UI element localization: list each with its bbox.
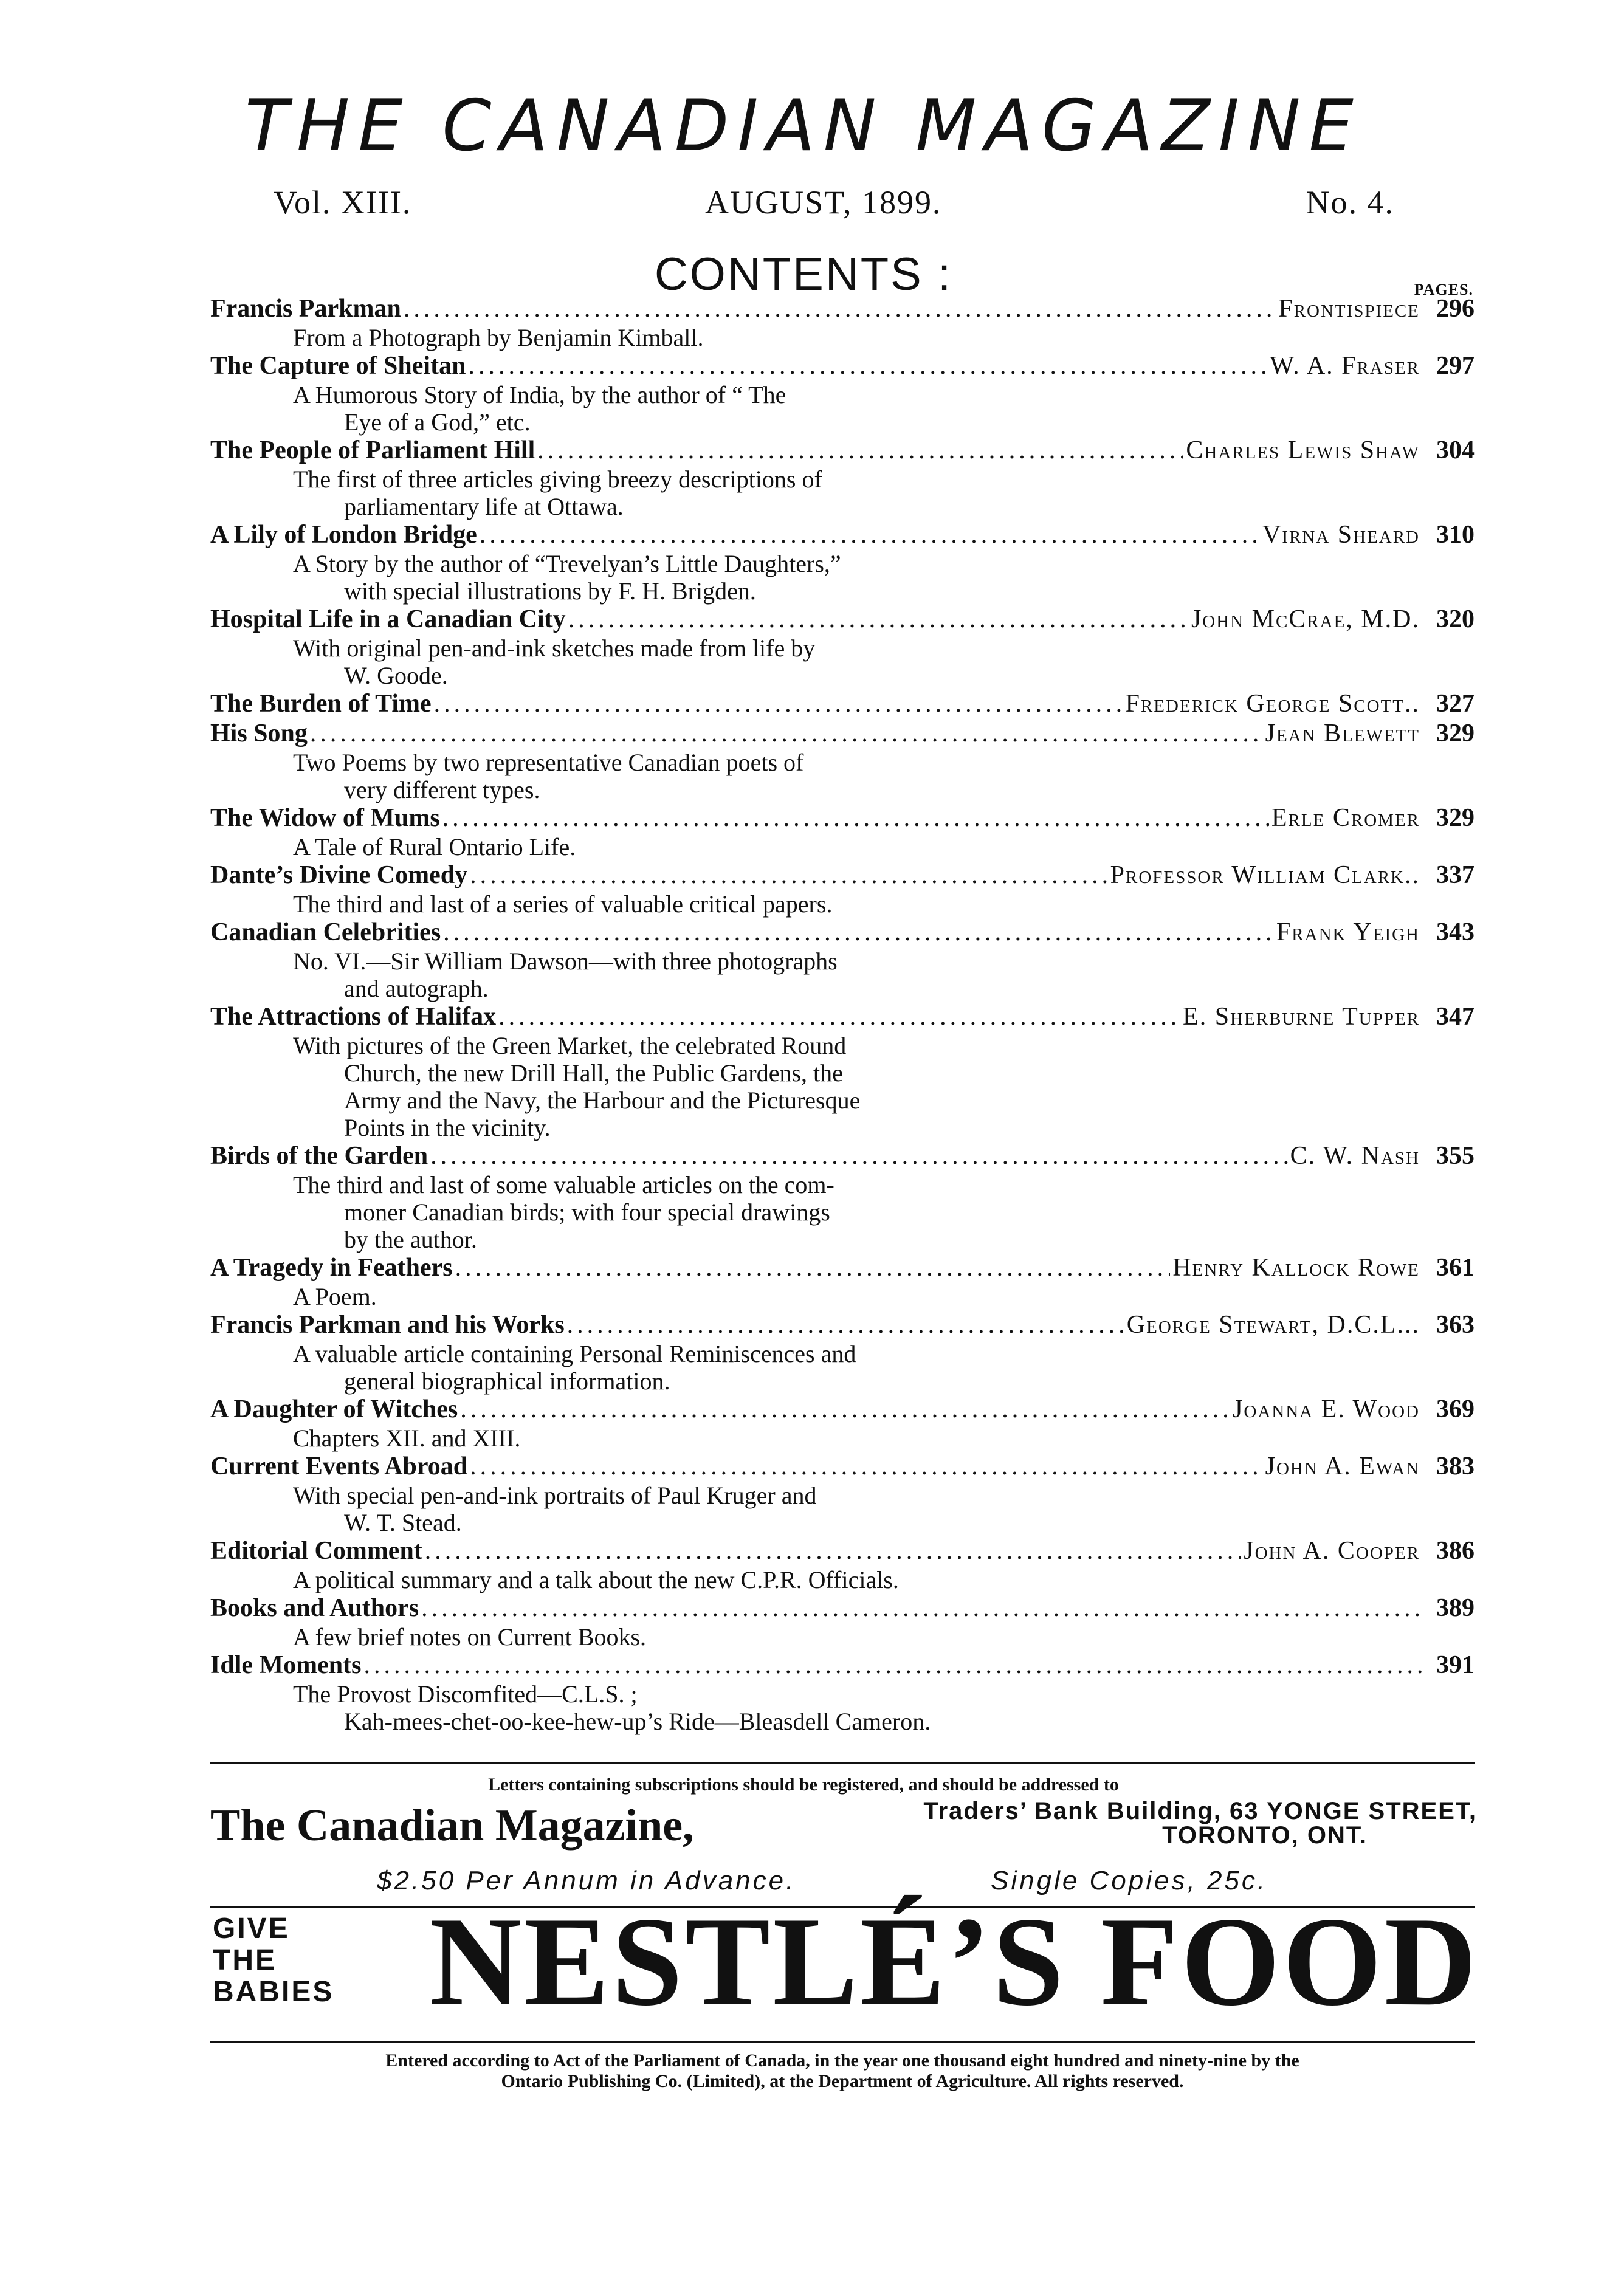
article-author: Erle Cromer	[1271, 804, 1420, 832]
issue-number: No. 4.	[1306, 184, 1394, 221]
toc-entry-line	[210, 605, 1475, 634]
description-line: parliamentary life at Ottawa.	[344, 493, 624, 520]
article-title: Idle Moments	[210, 1651, 362, 1679]
copyright-line-1: Entered according to Act of the Parliament of Canada, in the year one thousand eight hundred and ninety-nine by the	[385, 2050, 1299, 2071]
page-number: 329	[1436, 720, 1475, 748]
dot-leader	[421, 1593, 1425, 1623]
article-description	[210, 1680, 1223, 1735]
dot-leader	[434, 689, 1123, 719]
toc-entry-line	[210, 1395, 1475, 1425]
article-description	[210, 634, 1223, 689]
toc-entry	[210, 1141, 1475, 1253]
dot-leader	[363, 1651, 1425, 1680]
single-copy-price: Single Copies, 25c.	[991, 1866, 1268, 1896]
toc-entry-line	[210, 1310, 1475, 1340]
address-line-2: TORONTO, ONT.	[1162, 1822, 1368, 1849]
description-line: A Poem.	[293, 1283, 377, 1310]
article-title: Dante’s Divine Comedy	[210, 861, 468, 889]
description-line: No. VI.—Sir William Dawson—with three photographs	[293, 947, 838, 975]
article-title: His Song	[210, 720, 308, 748]
article-author: Professor William Clark..	[1110, 861, 1420, 889]
pages-column-label: PAGES.	[1414, 281, 1473, 298]
toc-entry-line	[210, 1593, 1475, 1623]
description-line: A political summary and a talk about the new C.P.R. Officials.	[293, 1566, 899, 1593]
toc-entry-line	[210, 1002, 1475, 1032]
article-author: E. Sherburne Tupper	[1183, 1003, 1420, 1031]
toc-entry-line	[210, 1452, 1475, 1482]
article-description	[210, 833, 1223, 861]
page-number: 304	[1436, 436, 1475, 464]
article-author: Henry Kallock Rowe	[1172, 1254, 1420, 1282]
page-number: 310	[1436, 521, 1475, 549]
dot-leader	[468, 351, 1267, 381]
dot-leader	[537, 436, 1183, 466]
page-number: 320	[1436, 605, 1475, 633]
article-title: The Attractions of Halifax	[210, 1003, 497, 1031]
description-line: The third and last of some valuable articles on the com-	[293, 1171, 834, 1198]
description-line: Points in the vicinity.	[344, 1114, 551, 1141]
dot-leader	[443, 918, 1274, 947]
description-line: A valuable article containing Personal Reminiscences and	[293, 1340, 856, 1367]
page-number: 383	[1436, 1452, 1475, 1480]
divider-top	[210, 1762, 1475, 1764]
toc-entry-line	[210, 803, 1475, 833]
description-line: A Tale of Rural Ontario Life.	[293, 833, 576, 861]
toc-entry-line	[210, 520, 1475, 550]
subscription-notice: Letters containing subscriptions should be registered, and should be addressed to	[488, 1775, 1119, 1795]
toc-entry-line	[210, 689, 1475, 719]
toc-entry	[210, 605, 1475, 689]
dot-leader	[310, 719, 1263, 749]
toc-entry-line	[210, 719, 1475, 749]
description-line: Eye of a God,” etc.	[344, 408, 531, 436]
advert-tagline-line-2: THE	[213, 1944, 277, 1976]
description-line: A Story by the author of “Trevelyan’s Little Daughters,”	[293, 550, 841, 577]
article-description	[210, 890, 1223, 918]
publisher-name: The Canadian Magazine,	[210, 1801, 694, 1851]
article-description	[210, 749, 1223, 803]
article-author: George Stewart, D.C.L...	[1126, 1311, 1420, 1339]
article-title: Canadian Celebrities	[210, 918, 441, 946]
article-author: Jean Blewett	[1265, 720, 1420, 748]
toc-entry	[210, 918, 1475, 1002]
page-number: 361	[1436, 1254, 1475, 1282]
page-number: 337	[1436, 861, 1475, 889]
dot-leader	[425, 1536, 1241, 1566]
description-line: W. T. Stead.	[344, 1509, 462, 1536]
article-author: Frontispiece	[1278, 295, 1420, 323]
toc-entry	[210, 520, 1475, 605]
page-number: 297	[1436, 352, 1475, 380]
article-title: The Widow of Mums	[210, 804, 440, 832]
article-description	[210, 550, 1223, 605]
article-description	[210, 1171, 1223, 1253]
article-author: John A. Cooper	[1244, 1537, 1420, 1565]
page-number: 389	[1436, 1594, 1475, 1622]
toc-entry	[210, 1536, 1475, 1593]
toc-entry	[210, 719, 1475, 803]
article-description	[210, 324, 1223, 351]
article-author: Frank Yeigh	[1276, 918, 1420, 946]
toc-entry	[210, 861, 1475, 918]
contents-heading: CONTENTS :	[654, 249, 953, 300]
page-number: 296	[1436, 295, 1475, 323]
article-author: W. A. Fraser	[1270, 352, 1420, 380]
subscription-price: $2.50 Per Annum in Advance.	[377, 1866, 796, 1896]
description-line: The first of three articles giving breezy descriptions of	[293, 466, 822, 493]
page-number: 355	[1436, 1142, 1475, 1170]
article-title: A Lily of London Bridge	[210, 521, 477, 549]
toc-entry-line	[210, 1141, 1475, 1171]
description-line: With pictures of the Green Market, the celebrated Round	[293, 1032, 847, 1059]
volume-label: Vol. XIII.	[274, 184, 412, 221]
toc-entry	[210, 689, 1475, 719]
toc-entry-line	[210, 861, 1475, 890]
article-author: C. W. Nash	[1290, 1142, 1420, 1170]
toc-entry-line	[210, 294, 1475, 324]
description-line: with special illustrations by F. H. Brigden.	[344, 577, 756, 605]
description-line: With special pen-and-ink portraits of Paul Kruger and	[293, 1482, 817, 1509]
toc-entry-line	[210, 1253, 1475, 1283]
description-line: Church, the new Drill Hall, the Public Gardens, the	[344, 1059, 843, 1087]
article-title: A Tragedy in Feathers	[210, 1254, 453, 1282]
dot-leader	[498, 1002, 1180, 1032]
description-line: Army and the Navy, the Harbour and the Picturesque	[344, 1087, 861, 1114]
article-title: Books and Authors	[210, 1594, 419, 1622]
toc-entry-line	[210, 436, 1475, 466]
address-line-1: Traders’ Bank Building, 63 YONGE STREET,	[923, 1798, 1477, 1824]
article-author: Charles Lewis Shaw	[1186, 436, 1420, 464]
description-line: A Humorous Story of India, by the author of “ The	[293, 381, 786, 408]
dot-leader	[568, 605, 1189, 634]
dot-leader	[480, 520, 1260, 550]
masthead-title: THE CANADIAN MAGAZINE	[245, 85, 1362, 167]
description-line: Two Poems by two representative Canadian poets of	[293, 749, 804, 776]
page-number: 363	[1436, 1311, 1475, 1339]
dot-leader	[404, 294, 1276, 324]
article-title: The Capture of Sheitan	[210, 352, 466, 380]
page-number: 329	[1436, 804, 1475, 832]
article-description	[210, 1425, 1223, 1452]
article-title: Francis Parkman	[210, 295, 401, 323]
description-line: Kah-mees-chet-oo-kee-hew-up’s Ride—Bleasdell Cameron.	[344, 1708, 931, 1735]
toc-entry	[210, 436, 1475, 520]
article-title: A Daughter of Witches	[210, 1395, 458, 1423]
article-title: Hospital Life in a Canadian City	[210, 605, 566, 633]
dot-leader	[460, 1395, 1230, 1425]
dot-leader	[455, 1253, 1171, 1283]
toc-entry	[210, 1310, 1475, 1395]
advert-tagline-line-3: BABIES	[213, 1976, 334, 2008]
article-title: Birds of the Garden	[210, 1142, 428, 1170]
description-line: moner Canadian birds; with four special drawings	[344, 1198, 830, 1226]
issue-date: AUGUST, 1899.	[705, 184, 942, 221]
description-line: From a Photograph by Benjamin Kimball.	[293, 324, 704, 351]
description-line: and autograph.	[344, 975, 489, 1002]
toc-entry	[210, 1253, 1475, 1310]
article-title: Editorial Comment	[210, 1537, 422, 1565]
copyright-notice	[210, 2050, 1475, 2092]
article-description	[210, 1340, 1223, 1395]
article-description	[210, 1482, 1223, 1536]
article-description	[210, 1566, 1223, 1593]
advert-tagline	[213, 1913, 334, 2008]
description-line: The Provost Discomfited—C.L.S. ;	[293, 1680, 638, 1708]
article-author: John McCrae, M.D.	[1191, 605, 1420, 633]
toc-entry-line	[210, 351, 1475, 381]
publisher-address	[723, 1799, 1477, 1847]
article-author: Joanna E. Wood	[1233, 1395, 1420, 1423]
article-title: The People of Parliament Hill	[210, 436, 535, 464]
toc-entry	[210, 1593, 1475, 1651]
article-description	[210, 466, 1223, 520]
page-number: 347	[1436, 1003, 1475, 1031]
toc-entry	[210, 803, 1475, 861]
page-number: 386	[1436, 1537, 1475, 1565]
toc-entry-line	[210, 1651, 1475, 1680]
page-number: 391	[1436, 1651, 1475, 1679]
article-description	[210, 381, 1223, 436]
page-number: 327	[1436, 690, 1475, 718]
article-title: Francis Parkman and his Works	[210, 1311, 565, 1339]
article-author: Frederick George Scott..	[1125, 690, 1420, 718]
divider-bottom	[210, 2041, 1475, 2043]
article-description	[210, 1623, 1223, 1651]
toc-entry	[210, 1651, 1475, 1735]
description-line: very different types.	[344, 776, 540, 803]
advert-headline: NESTLÉ’S FOOD	[429, 1891, 1479, 2032]
description-line: The third and last of a series of valuable critical papers.	[293, 890, 833, 918]
toc-entry	[210, 1002, 1475, 1141]
page-number: 369	[1436, 1395, 1475, 1423]
toc-entry	[210, 351, 1475, 436]
description-line: W. Goode.	[344, 662, 448, 689]
toc-entry-line	[210, 1536, 1475, 1566]
copyright-line-2: Ontario Publishing Co. (Limited), at the Department of Agriculture. All rights reserved.	[501, 2071, 1184, 2091]
toc-entry	[210, 1395, 1475, 1452]
description-line: With original pen-and-ink sketches made from life by	[293, 634, 816, 662]
page-number: 343	[1436, 918, 1475, 946]
table-of-contents	[210, 294, 1475, 1735]
dot-leader	[430, 1141, 1287, 1171]
dot-leader	[442, 803, 1269, 833]
description-line: Chapters XII. and XIII.	[293, 1425, 521, 1452]
description-line: general biographical information.	[344, 1367, 670, 1395]
article-title: The Burden of Time	[210, 690, 432, 718]
article-author: John A. Ewan	[1265, 1452, 1420, 1480]
article-description	[210, 1283, 1223, 1310]
dot-leader	[470, 861, 1108, 890]
description-line: by the author.	[344, 1226, 477, 1253]
toc-entry	[210, 1452, 1475, 1536]
article-title: Current Events Abroad	[210, 1452, 468, 1480]
dot-leader	[567, 1310, 1124, 1340]
toc-entry	[210, 294, 1475, 351]
article-author: Virna Sheard	[1262, 521, 1420, 549]
dot-leader	[470, 1452, 1262, 1482]
toc-entry-line	[210, 918, 1475, 947]
advert-tagline-line-1: GIVE	[213, 1913, 290, 1945]
description-line: A few brief notes on Current Books.	[293, 1623, 647, 1651]
article-description	[210, 947, 1223, 1002]
article-description	[210, 1032, 1223, 1141]
